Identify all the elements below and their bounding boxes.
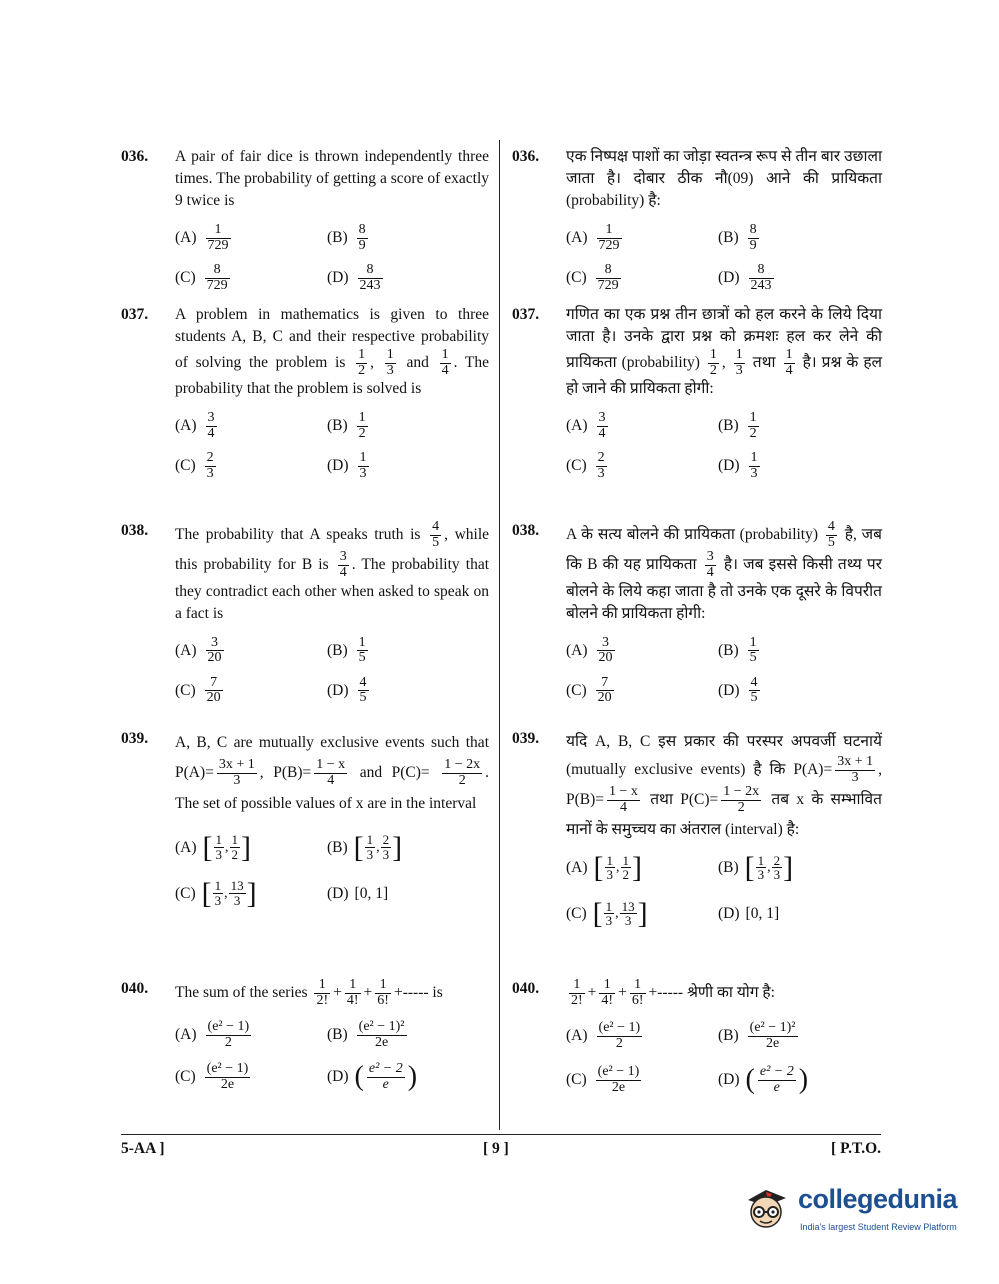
option-b: (B) $\frac{1}{2}$ [718,410,757,441]
question-text: $\frac{1}{2!}$ + $\frac{1}{4!}$ + $\frac{1}{6!}$ +----- श्रेणी का योग है: [571,977,775,1008]
question-text: गणित का एक प्रश्न तीन छात्रों को हल करने के लिये दिया जाता है। उनके द्वारा प्रश्न को क्रमशः हल कर लेने की प्रायिकता (probability) $\frac{1}{2}$ , $\frac{1}{3}$ तथा $\frac{1}{4}$ है। प्रश्न के हल हो जाने की प्रायिकता होगी: [566,306,883,398]
logo-tagline: India's largest Student Review Platform [800,1222,957,1232]
option-c: (C) $\frac{8}{729}$ [566,261,619,293]
question-number: 036. [512,148,540,165]
question-38 [121,520,489,711]
options [175,406,489,486]
options [566,1014,882,1102]
option-b: (B) $\frac{1}{2}$ [327,410,366,441]
options [175,631,489,711]
option-c: (C) [ $\frac{1}{3}$ , $\frac{13}{3}$ ] [566,896,648,930]
option-b: (B) [ $\frac{1}{3}$ , $\frac{2}{3}$ ] [718,850,794,884]
option-c: (C) $\frac{2}{3}$ [175,450,214,481]
option-c: (C) $\frac{2}{3}$ [566,450,605,481]
option-c: (C) $\frac{\text{(e² − 1)}}{2e}$ [566,1064,640,1095]
option-d: (D) [0, 1] [327,884,389,902]
question-40 [121,978,489,1098]
question-number: 040. [121,980,149,997]
option-b: (B) $\frac{8}{9}$ [327,221,366,253]
page-number: [ 9 ] [483,1140,509,1157]
option-d: (D) $\frac{1}{3}$ [327,450,367,481]
option-b: (B) [ $\frac{1}{3}$ , $\frac{2}{3}$ ] [327,830,403,864]
mascot-icon [742,1184,790,1234]
question-number: 037. [512,306,540,323]
question-text: The sum of the series $\frac{1}{2!}$ + $\frac{1}{4!}$ + $\frac{1}{6!}$ +----- is [175,977,443,1008]
option-a: (A) $\frac{1}{729}$ [566,221,620,253]
options [175,218,489,298]
option-d: (D) [0, 1] [718,904,780,922]
options [566,845,882,937]
option-b: (B) $\frac{8}{9}$ [718,221,757,253]
question-number: 037. [121,306,149,323]
option-c: (C) $\frac{7}{20}$ [175,674,221,706]
question-number: 038. [512,522,540,539]
question-39-hindi [512,728,882,937]
question-number: 039. [512,730,540,747]
column-divider [499,140,500,1130]
question-38-hindi [512,520,882,711]
question-text: A के सत्य बोलने की प्रायिकता (probability) $\frac{4}{5}$ है, जब कि B की यह प्रायिकता $\frac{3}{4}$ है। जब इससे किसी तथ्य पर बोलने के लिये कहा जाता है तो उनके एक दूसरे के विपरीत बोलने की प्रायिकता होगी: [566,519,883,622]
question-36-hindi [512,146,882,298]
option-a: (A) $\frac{3}{20}$ [566,634,613,666]
option-d: (D) $\frac{4}{5}$ [327,674,367,706]
option-d: (D) $\frac{8}{243}$ [327,261,381,293]
question-37-hindi [512,304,882,486]
options [566,406,882,486]
options [566,631,882,711]
options [175,1014,489,1098]
question-37 [121,304,489,486]
question-36 [121,146,489,298]
option-a: (A) [ $\frac{1}{3}$ , $\frac{1}{2}$ ] [175,830,252,864]
option-a: (A) $\frac{3}{20}$ [175,634,222,666]
pto-label: [ P.T.O. [831,1140,881,1157]
question-text: A pair of fair dice is thrown independently three times. The probability of getting a score of exactly 9 twice is [175,148,489,209]
option-a: (A) $\frac{3}{4}$ [175,410,215,441]
options [566,218,882,298]
option-a: (A) [ $\frac{1}{3}$ , $\frac{1}{2}$ ] [566,850,643,884]
option-b: (B) $\frac{\text{(e² − 1)²}}{2e}$ [327,1019,405,1050]
question-number: 040. [512,980,540,997]
question-39 [121,728,489,917]
options [175,825,489,917]
option-d: (D) ( $\frac{\text{e² − 2}}{e}$ ) [327,1061,418,1093]
collegedunia-logo [738,1176,970,1246]
question-text: यदि A, B, C इस प्रकार की परस्पर अपवर्जी घटनायें (mutually exclusive events) है कि P(A)= $\frac{3x + 1}{3}$ , P(B)= $\frac{1 - x}{4}$ तथा P(C)= $\frac{1 - 2x}{2}$ तब x के सम्भावित मानों के समुच्चय का अंतराल (interval) है: [566,733,883,838]
option-d: (D) $\frac{8}{243}$ [718,261,772,293]
option-c: (C) $\frac{\text{(e² − 1)}}{2e}$ [175,1061,249,1092]
logo-wordmark: collegedunia [798,1184,958,1214]
footer-code: 5-AA ] [121,1140,165,1157]
option-b: (B) $\frac{1}{5}$ [718,634,757,666]
question-number: 039. [121,730,149,747]
page-footer [121,1134,881,1157]
question-40-hindi [512,978,882,1102]
option-d: (D) $\frac{1}{3}$ [718,450,758,481]
question-number: 036. [121,148,149,165]
question-text: A problem in mathematics is given to three students A, B, C and their respective probability of solving the problem is $\frac{1}{2}$ , $\frac{1}{3}$ and $\frac{1}{4}$ . The probability that the problem is solved is [175,306,490,398]
option-a: (A) $\frac{\text{(e² − 1)}}{2}$ [175,1019,250,1050]
question-number: 038. [121,522,149,539]
option-a: (A) $\frac{1}{729}$ [175,221,229,253]
question-text: The probability that A speaks truth is $\frac{4}{5}$ , while this probability for B is $\frac{3}{4}$ . The probability that they contradict each other when asked to speak on a fact is [175,519,490,622]
option-a: (A) $\frac{3}{4}$ [566,410,606,441]
option-d: (D) $\frac{4}{5}$ [718,674,758,706]
option-b: (B) $\frac{1}{5}$ [327,634,366,666]
option-c: (C) $\frac{8}{729}$ [175,261,228,293]
question-text: एक निष्पक्ष पाशों का जोड़ा स्वतन्त्र रूप से तीन बार उछाला जाता है। दोबार ठीक नौ(09) आने की प्रायिकता (probability) है: [566,148,882,209]
question-text: A, B, C are mutually exclusive events such that P(A)= $\frac{3x + 1}{3}$ , P(B)= $\frac{1 - x}{4}$ and P(C)= $\frac{1 - 2x}{2}$ . The set of possible values of x are in the interval [175,734,490,812]
option-a: (A) $\frac{\text{(e² − 1)}}{2}$ [566,1020,641,1051]
option-c: (C) $\frac{7}{20}$ [566,674,612,706]
option-d: (D) ( $\frac{\text{e² − 2}}{e}$ ) [718,1064,809,1096]
option-c: (C) [ $\frac{1}{3}$ , $\frac{13}{3}$ ] [175,876,257,910]
option-b: (B) $\frac{\text{(e² − 1)²}}{2e}$ [718,1020,796,1051]
